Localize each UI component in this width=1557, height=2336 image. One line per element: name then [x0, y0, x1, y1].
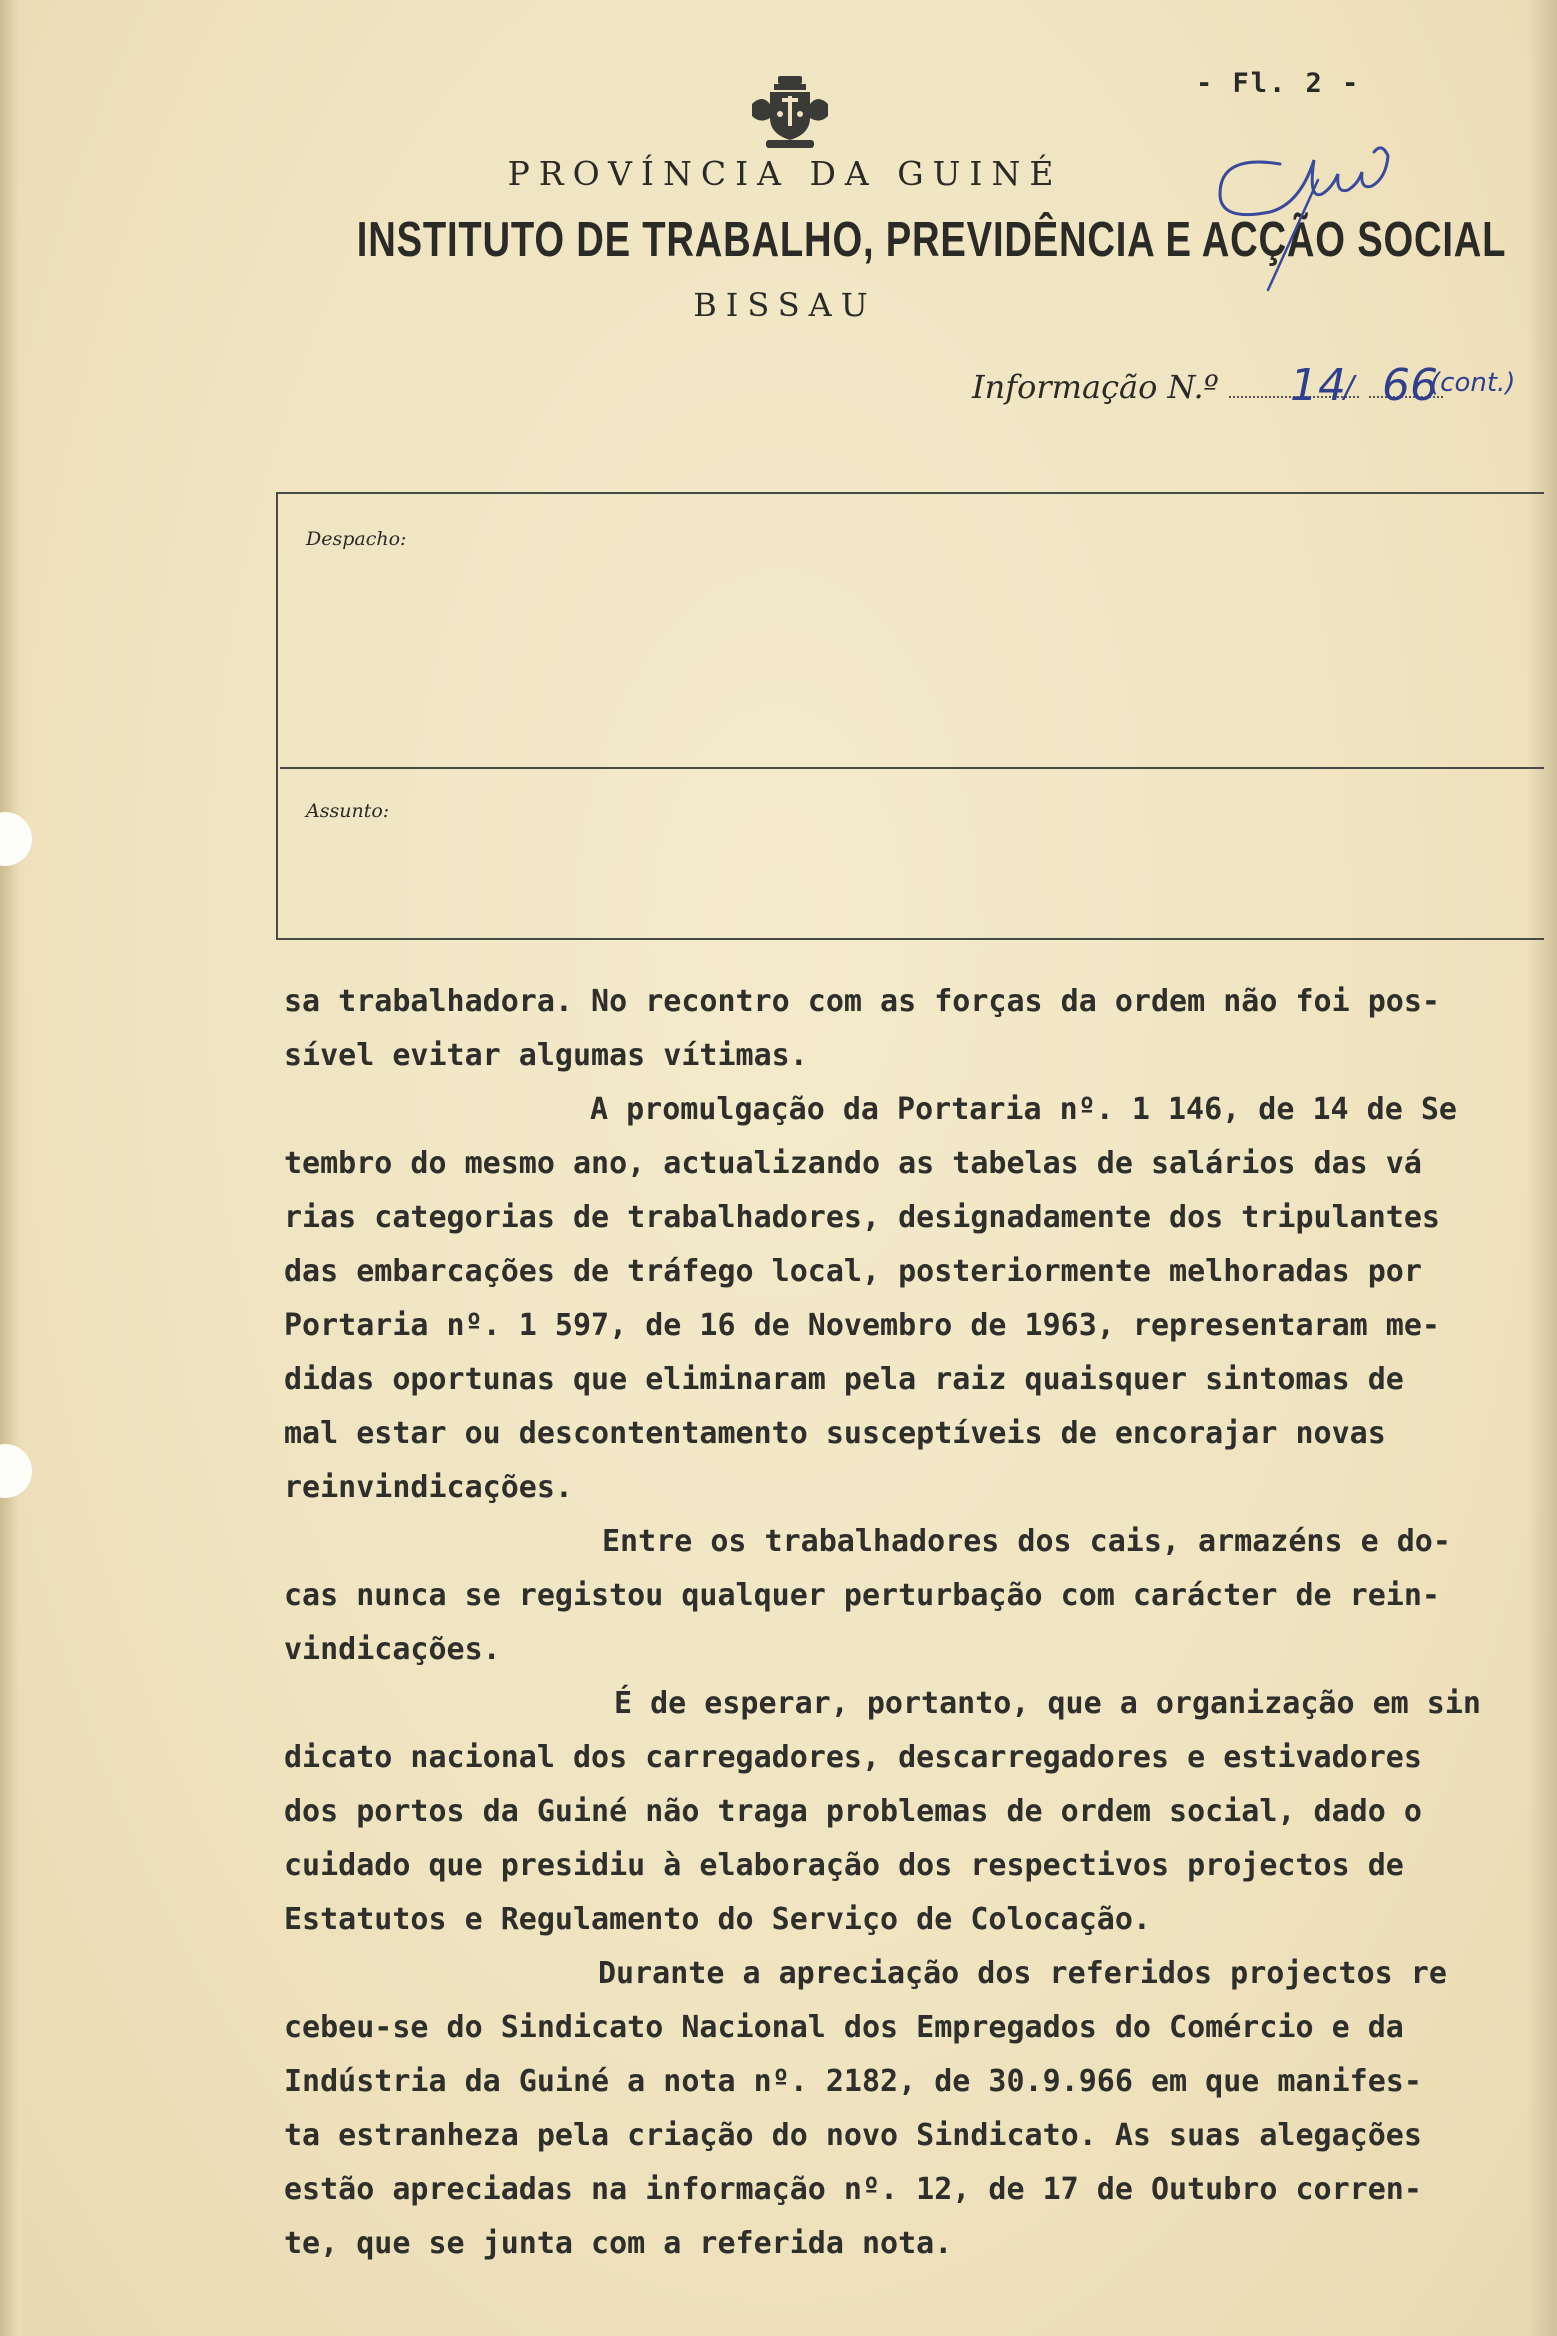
information-number-line: Informação N.º 14 / 66 (cont.): [972, 360, 1516, 411]
despacho-label: Despacho:: [306, 528, 407, 550]
body-line: vindicações.: [284, 1632, 501, 1667]
body-line: cas nunca se registou qualquer perturbação com carácter de rein-: [284, 1578, 1440, 1613]
body-line: estão apreciadas na informação nº. 12, de 17 de Outubro corren-: [284, 2172, 1422, 2207]
institute-heading: INSTITUTO DE TRABALHO, PREVIDÊNCIA E ACÇÃO SOCIAL: [356, 213, 1507, 267]
information-label: Informação N.º: [972, 368, 1219, 406]
body-line: didas oportunas que eliminaram pela raiz quaisquer sintomas de: [284, 1362, 1404, 1397]
body-line: reinvindicações.: [284, 1470, 573, 1505]
body-line: Portaria nº. 1 597, de 16 de Novembro de 1963, representaram me-: [284, 1308, 1440, 1343]
body-line: tembro do mesmo ano, actualizando as tabelas de salários das vá: [284, 1146, 1422, 1181]
body-line: cuidado que presidiu à elaboração dos respectivos projectos de: [284, 1848, 1404, 1883]
assunto-label: Assunto:: [306, 800, 390, 822]
form-frame-left: [276, 492, 278, 938]
body-line: rias categorias de trabalhadores, designadamente dos tripulantes: [284, 1200, 1440, 1235]
city-heading: BISSAU: [693, 286, 877, 324]
typed-body-text: [284, 975, 1532, 2271]
body-line: das embarcações de tráfego local, posteriormente melhoradas por: [284, 1254, 1422, 1289]
coat-of-arms-icon: [748, 74, 832, 154]
body-line: te, que se junta com a referida nota.: [284, 2226, 953, 2261]
body-line: Durante a apreciação dos referidos projectos re: [598, 1956, 1447, 1991]
body-line: mal estar ou descontentamento susceptíveis de encorajar novas: [284, 1416, 1386, 1451]
body-line: dicato nacional dos carregadores, descarregadores e estivadores: [284, 1740, 1422, 1775]
body-line: A promulgação da Portaria nº. 1 146, de 14 de Se: [590, 1092, 1457, 1127]
handwritten-signature-icon: [1200, 120, 1430, 300]
form-frame-bottom: [276, 938, 1544, 940]
form-frame-divider: [280, 767, 1544, 769]
body-line: Indústria da Guiné a nota nº. 2182, de 30.9.966 em que manifes-: [284, 2064, 1422, 2099]
form-frame-top: [276, 492, 1544, 494]
body-line: Entre os trabalhadores dos cais, armazéns e do-: [602, 1524, 1451, 1559]
province-heading: PROVÍNCIA DA GUINÉ: [507, 154, 1063, 193]
body-line: ta estranheza pela criação do novo Sindicato. As suas alegações: [284, 2118, 1422, 2153]
information-continuation-note: (cont.): [1430, 368, 1516, 398]
paper-left-edge: [0, 0, 26, 2336]
body-line: dos portos da Guiné não traga problemas de ordem social, dado o: [284, 1794, 1422, 1829]
body-line: Estatutos e Regulamento do Serviço de Colocação.: [284, 1902, 1151, 1937]
body-line: sa trabalhadora. No recontro com as forças da ordem não foi pos-: [284, 984, 1440, 1019]
body-line: cebeu-se do Sindicato Nacional dos Empregados do Comércio e da: [284, 2010, 1404, 2045]
body-line: É de esperar, portanto, que a organização em sin: [614, 1686, 1481, 1721]
information-year: 66: [1382, 360, 1438, 411]
body-line: sível evitar algumas vítimas.: [284, 1038, 808, 1073]
information-number: 14: [1290, 360, 1346, 411]
folio-number: - Fl. 2 -: [1196, 68, 1361, 99]
